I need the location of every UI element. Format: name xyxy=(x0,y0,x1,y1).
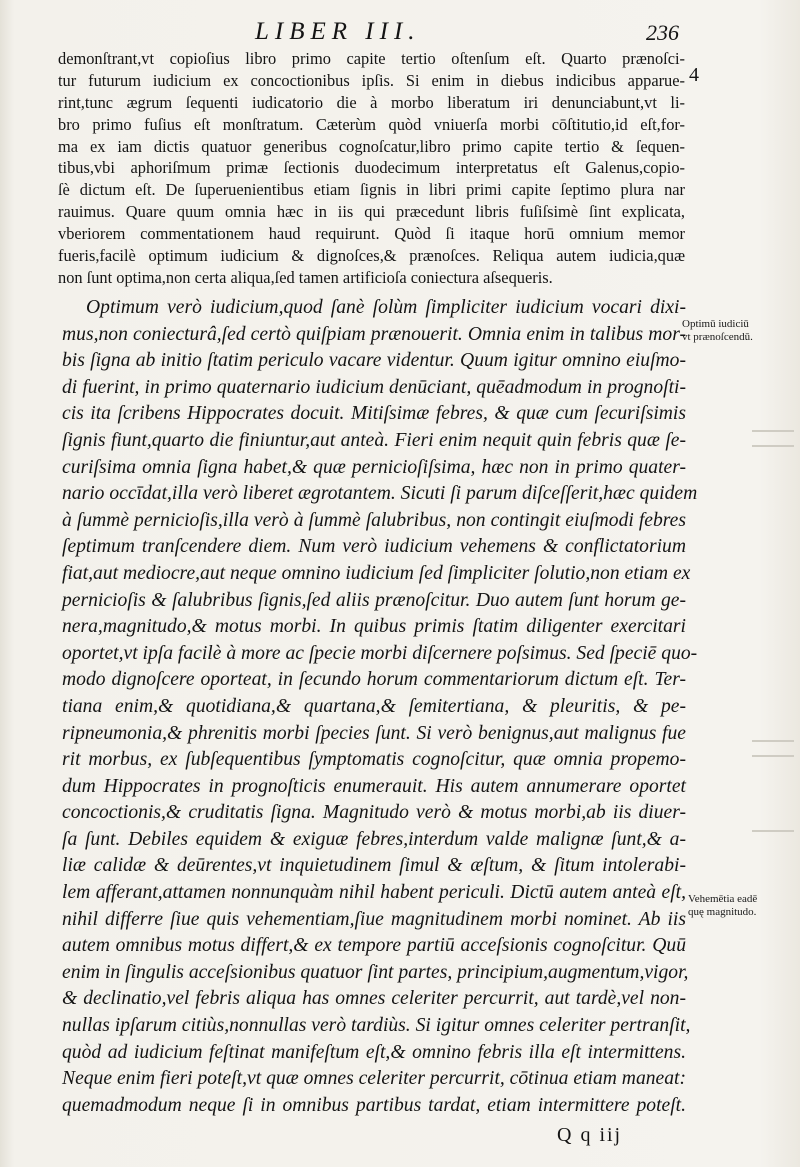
text-line: à ſummè pernicioſis,illa verò à ſummè ſalubribus, non contingit eiuſmodi febres xyxy=(62,509,686,531)
text-line: non ſunt optima,non certa aliqua,ſed tamen artificioſa coniectura aſsequeris. xyxy=(58,267,553,287)
text-line: vberiorem commentationem haud requirunt. Quòd ſi itaque horū omnium memor xyxy=(58,224,685,244)
text-line: nario occīdat,illa verò liberet ægrotantem. Sicuti ſi parum diſceſſerit,hæc quidem xyxy=(62,483,698,505)
text-line: rit morbus, ex ſubſequentibus ſymptomatis cognoſcitur, quæ omnia propemo- xyxy=(62,749,686,771)
text-line: autem omnibus motus differt,& ex tempore partiū acceſsionis cognoſcitur. Quū xyxy=(62,935,686,957)
text-line: mus,non coniecturâ,ſed certò quiſpiam prænouerit. Omnia enim in talibus mor- xyxy=(62,323,686,345)
text-line: nihil differre ſiue quis vehementiam,ſiue magnitudinem morbi nominet. Ab iis xyxy=(62,908,686,930)
text-line: ripneumonia,& phrenitis morbi ſpecies ſunt. Si verò benignus,aut malignus fue xyxy=(62,722,686,744)
text-line: rauimus. Quare quum omnia hæc in iis qui præcedunt libris fuſiſsimè ſint explicata, xyxy=(58,202,685,222)
text-line: quòd ad iudicium feſtinat manifeſtum eſt,& omnino febris illa eſt intermittens. xyxy=(62,1041,686,1063)
text-line: fueris,facilè optimum iudicium & dignoſces,& prænoſces. Reliqua autem iudicia,quæ xyxy=(58,246,685,266)
text-line: demonſtrant,vt copioſius libro primo capite tertio oſtenſum eſt. Quarto prænoſci- xyxy=(58,49,685,68)
text-line: ſè dictum eſt. De ſuperuenientibus etiam ſignis in libri primi capite ſeptimo plura nar xyxy=(58,180,685,200)
running-head-title: LIBER III. xyxy=(255,18,421,45)
text-line: modo dignoſcere oporteat, in ſecundo horum commentariorum dictum eſt. Ter- xyxy=(62,669,686,691)
marginal-note-optimum xyxy=(682,318,798,344)
bleed-through-mark xyxy=(752,445,794,447)
text-line: quemadmodum neque ſi in omnibus partibus tardat, etiam intermittere poteſt. xyxy=(62,1094,686,1116)
text-line: nera,magnitudo,& motus morbi. In quibus primis ſtatim diligenter exercitari xyxy=(62,616,686,638)
text-line: concoctionis,& cruditatis ſigna. Magnitudo verò & motus morbi,ab iis diuer- xyxy=(62,802,686,824)
italic-paragraph xyxy=(62,295,698,1119)
text-line: bro primo fuſius eſt monſtratum. Cæterùm quòd vniuerſa morbi cōſtitutio,id eſt,for- xyxy=(58,114,685,134)
marginal-note-line: vt prænoſcendū. xyxy=(682,331,753,343)
page-number: 236 xyxy=(646,20,679,45)
marginal-note-line: Vehemētia eadē xyxy=(688,893,758,905)
text-line: pernicioſis & ſalubribus ſignis,ſed aliis prænoſcitur. Duo autem ſunt horum ge- xyxy=(62,589,686,611)
bleed-through-mark xyxy=(752,830,794,832)
bleed-through-mark xyxy=(752,740,794,742)
text-line: ſa ſunt. Debiles equidem & exiguæ febres,interdum valde malignæ ſunt,& a- xyxy=(62,828,686,850)
text-line: oportet,vt ipſa facilè à more ac ſpecie morbi diſcernere poſsimus. Sed ſpeciē quo- xyxy=(62,642,698,664)
text-line: ma ex iam dictis quatuor generibus cognoſcatur,libro primo capite tertio & ſequen- xyxy=(58,136,685,156)
text-line: fiat,aut mediocre,aut neque omnino iudicium ſed ſimpliciter ſolutio,non etiam ex xyxy=(62,562,691,584)
text-line: liæ calidæ & deūrentes,vt inquietudinem ſimul & æſtum, & ſitum intolerabi- xyxy=(62,855,686,877)
text-line: dum Hippocrates in prognoſticis enumerauit. His autem annumerare oportet xyxy=(62,775,686,797)
text-line: Optimum verò iudicium,quod ſanè ſolùm ſimpliciter iudicium vocari dixi- xyxy=(86,297,686,318)
text-line: ſignis fiunt,quarto die finiuntur,aut anteà. Fieri enim nequit quin febris quæ ſe- xyxy=(62,429,686,451)
text-line: tiana enim,& quotidiana,& quartana,& ſemitertiana, & pleuritis, & pe- xyxy=(62,695,686,717)
running-head xyxy=(0,18,800,50)
text-line: enim in ſingulis acceſsionibus quatuor ſint partes, principium,augmentum,vigor, xyxy=(62,961,689,983)
text-line: Neque enim fieri poteſt,vt quæ omnes celeriter percurrit, cōtinua etiam maneat: xyxy=(62,1068,686,1090)
signature-mark: Q q iij xyxy=(557,1124,623,1146)
margin-number: 4 xyxy=(689,64,699,86)
text-line: bis ſigna ab initio ſtatim periculo vacare videntur. Quum igitur omnino eiuſmo- xyxy=(62,350,686,372)
text-line: lem afferant,attamen nonnunquàm nihil habent periculi. Dictū autem anteà eſt, xyxy=(62,882,686,904)
text-line: cis ita ſcribens Hippocrates docuit. Mitiſsimæ febres, & quæ cum ſecuriſsimis xyxy=(62,403,686,425)
text-line: di fuerint, in primo quaternario iudicium denūciant, quēadmodum in prognoſti- xyxy=(62,376,686,398)
text-line: & declinatio,vel febris aliqua has omnes celeriter percurrit, aut tardè,vel non- xyxy=(62,988,686,1010)
text-line: nullas ipſarum citiùs,nonnullas verò tardiùs. Si igitur omnes celeriter pertranſit, xyxy=(62,1015,691,1037)
roman-paragraph xyxy=(58,48,685,289)
marginal-note-line: quę magnitudo. xyxy=(688,906,757,918)
text-line: tibus,vbi aphoriſmum primæ ſectionis duodecimum interpretatus eſt Galenus,copio- xyxy=(58,158,685,178)
marginal-note-line: Optimū iudiciū xyxy=(682,318,749,330)
bleed-through-mark xyxy=(752,755,794,757)
text-line: tur futurum iudicium ex concoctionibus ipſis. Si enim in diebus indicibus apparue- xyxy=(58,70,685,90)
text-line: curiſsima omnia ſigna habet,& quæ pernicioſiſsima, hæc non in primo quater- xyxy=(62,456,686,478)
bleed-through-mark xyxy=(752,430,794,432)
marginal-note-vehementia xyxy=(688,893,798,919)
text-line: rint,tunc ægrum ſequenti iudicatorio die à morbo liberatum iri denunciabunt,vt li- xyxy=(58,92,685,112)
text-line: ſeptimum tranſcendere diem. Num verò iudicium vehemens & conflictatorium xyxy=(62,536,686,558)
